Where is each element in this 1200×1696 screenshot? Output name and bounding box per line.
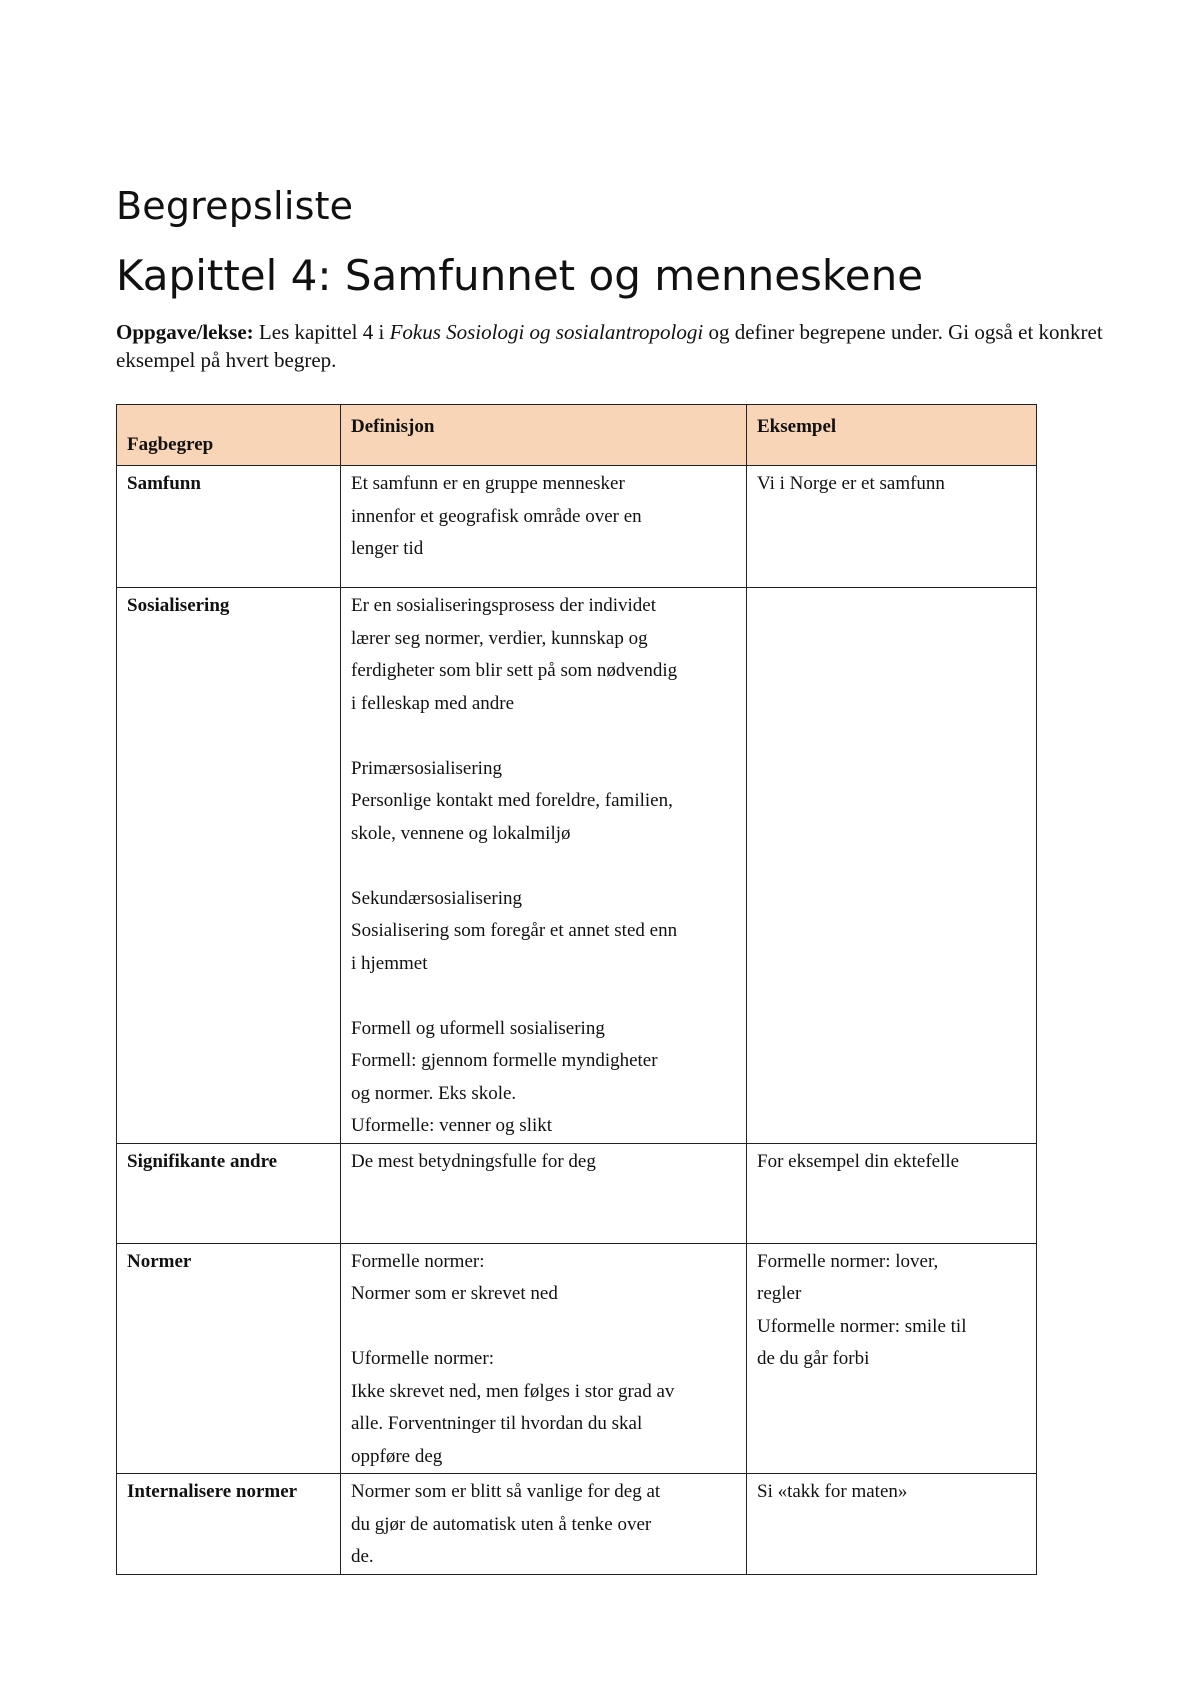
example-cell [747,1474,1037,1575]
cell-line: Vi i Norge er et samfunn [757,473,945,494]
blank-line [351,980,736,1013]
cell-line: lenger tid [351,538,424,559]
cell-line: Ikke skrevet ned, men følges i stor grad av [351,1380,675,1402]
table-row [117,1243,1037,1474]
cell-line: De mest betydningsfulle for deg [351,1150,596,1172]
cell-line: Formelle normer: [351,1250,485,1272]
table-header-row [117,405,1037,466]
cell-line: lærer seg normer, verdier, kunnskap og [351,627,648,649]
cell-line: Uformelle: venner og slikt [351,1115,553,1136]
task-text-after: og definer begrepene under. Gi også et konkret eksempel på hvert begrep. [116,320,1103,372]
definition-cell [341,466,747,588]
header-fagbegrep: Fagbegrep [117,405,341,466]
table-row [117,1143,1037,1243]
cell-line: de du går forbi [757,1348,870,1369]
term-cell: Samfunn [117,466,341,588]
blank-line [351,720,736,753]
header-definisjon: Definisjon [341,405,747,466]
cell-line: Uformelle normer: smile til [757,1315,967,1337]
blank-line [351,1311,736,1344]
task-text-before: Les kapittel 4 i [253,320,390,344]
page-header [116,180,1103,374]
cell-line: Normer som er skrevet ned [351,1283,558,1304]
cell-line: Personlige kontakt med foreldre, familien, [351,790,673,811]
term-cell: Internalisere normer [117,1474,341,1575]
page-title: Begrepsliste [116,184,354,228]
definition-cell [341,1474,747,1575]
example-cell [747,1243,1037,1474]
cell-line: Formelle normer: lover, [757,1250,939,1272]
definition-cell [341,1243,747,1474]
cell-line: Sosialisering som foregår et annet sted enn [351,920,678,941]
cell-line: Formell: gjennom formelle myndigheter [351,1050,658,1071]
term-cell: Sosialisering [117,588,341,1144]
cell-line: For eksempel din ektefelle [757,1150,960,1172]
cell-line: i felleskap med andre [351,692,515,714]
book-title: Fokus Sosiologi og sosialantropologi [389,320,704,344]
definition-cell [341,588,747,1144]
task-instructions [116,318,1116,374]
cell-line: innenfor et geografisk område over en [351,505,642,527]
cell-line: skole, vennene og lokalmiljø [351,822,571,844]
cell-line: du gjør de automatisk uten å tenke over [351,1513,652,1535]
header-eksempel: Eksempel [747,405,1037,466]
table-row [117,588,1037,1144]
definition-cell [341,1143,747,1243]
cell-line: Uformelle normer: [351,1348,494,1369]
cell-line: Formell og uformell sosialisering [351,1017,605,1039]
cell-line: Primærsosialisering [351,757,502,779]
example-cell [747,466,1037,588]
chapter-title: Kapittel 4: Samfunnet og menneskene [116,251,924,300]
term-cell: Signifikante andre [117,1143,341,1243]
cell-line: de. [351,1546,374,1567]
table-row [117,466,1037,588]
cell-line: oppføre deg [351,1445,443,1467]
cell-line: ferdigheter som blir sett på som nødvendig [351,660,678,681]
task-label: Oppgave/lekse: [116,320,254,344]
table-row [117,1474,1037,1575]
cell-line: alle. Forventninger til hvordan du skal [351,1413,643,1434]
cell-line: i hjemmet [351,952,428,974]
blank-line [351,850,736,883]
cell-line: Normer som er blitt så vanlige for deg at [351,1481,661,1502]
example-cell [747,1143,1037,1243]
term-cell: Normer [117,1243,341,1474]
cell-line: Si «takk for maten» [757,1481,908,1502]
cell-line: Sekundærsosialisering [351,887,522,909]
cell-line: regler [757,1283,802,1304]
example-cell [747,588,1037,1144]
cell-line: Er en sosialiseringsprosess der individet [351,595,657,616]
cell-line: Et samfunn er en gruppe mennesker [351,473,625,494]
cell-line: og normer. Eks skole. [351,1082,517,1104]
concept-table [116,404,1037,1575]
